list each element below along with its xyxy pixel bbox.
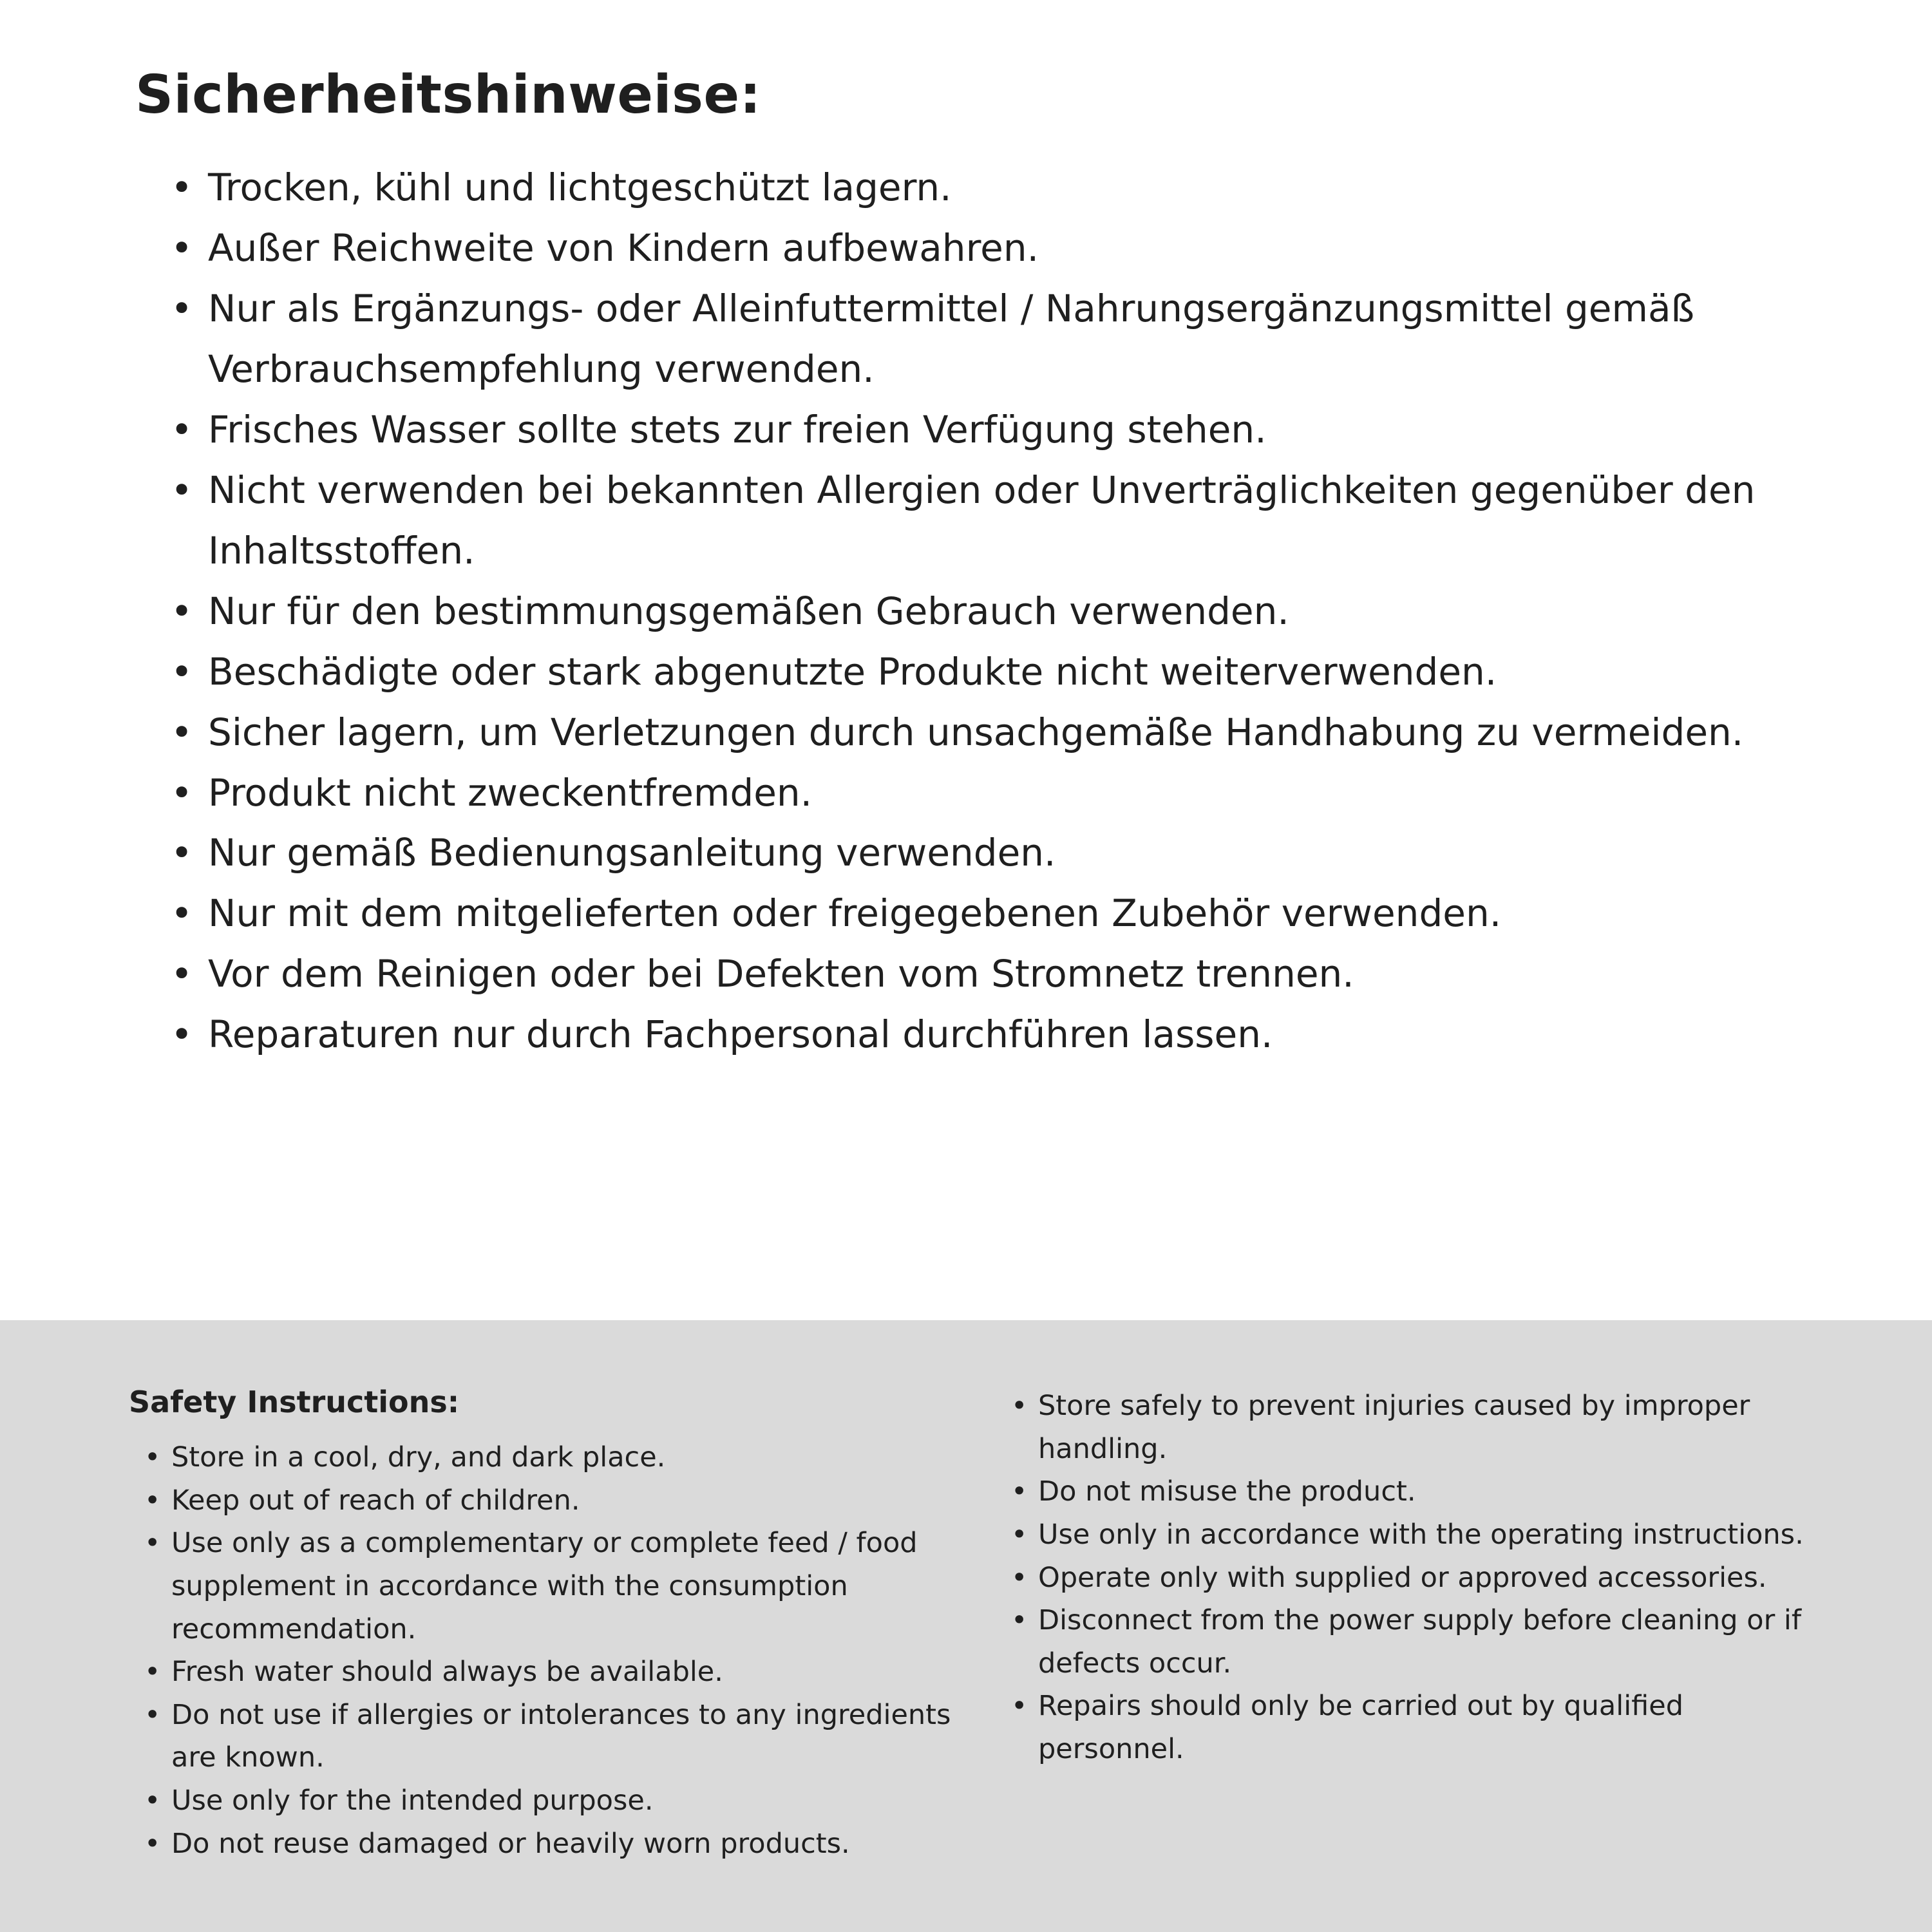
english-left-list xyxy=(129,1436,953,1865)
list-item: • Do not use if allergies or intolerances to any ingredients are known. xyxy=(144,1694,953,1779)
german-safety-list xyxy=(135,158,1829,1065)
german-section-title: Sicherheitshinweise: xyxy=(135,64,761,126)
english-left-column xyxy=(129,1385,953,1880)
list-item: • Repairs should only be carried out by qualified personnel. xyxy=(1011,1685,1835,1770)
list-item: • Produkt nicht zweckentfremden. xyxy=(171,763,1829,824)
list-item: • Nur mit dem mitgelieferten oder freigegebenen Zubehör verwenden. xyxy=(171,884,1829,944)
list-item: • Operate only with supplied or approved accessories. xyxy=(1011,1557,1835,1600)
list-item: • Do not misuse the product. xyxy=(1011,1470,1835,1513)
english-section-title: Safety Instructions: xyxy=(129,1385,460,1419)
list-item: • Store safely to prevent injuries caused by improper handling. xyxy=(1011,1385,1835,1470)
list-item: • Store in a cool, dry, and dark place. xyxy=(144,1436,953,1479)
list-item: • Fresh water should always be available. xyxy=(144,1651,953,1694)
list-item: • Frisches Wasser sollte stets zur freien Verfügung stehen. xyxy=(171,400,1829,460)
list-item: • Nur für den bestimmungsgemäßen Gebrauch verwenden. xyxy=(171,582,1829,642)
list-item: • Use only as a complementary or complete feed / food supplement in accordance with the consumption recommendation. xyxy=(144,1522,953,1651)
list-item: • Beschädigte oder stark abgenutzte Produkte nicht weiterverwenden. xyxy=(171,642,1829,703)
list-item: • Keep out of reach of children. xyxy=(144,1479,953,1522)
english-right-list xyxy=(1011,1385,1835,1771)
list-item: • Nur gemäß Bedienungsanleitung verwenden. xyxy=(171,823,1829,884)
list-item: • Außer Reichweite von Kindern aufbewahren. xyxy=(171,218,1829,279)
list-item: • Sicher lagern, um Verletzungen durch unsachgemäße Handhabung zu vermeiden. xyxy=(171,703,1829,763)
english-safety-section xyxy=(0,1320,1932,1932)
list-item: • Trocken, kühl und lichtgeschützt lagern. xyxy=(171,158,1829,218)
english-right-column xyxy=(1011,1385,1835,1880)
list-item: • Reparaturen nur durch Fachpersonal durchführen lassen. xyxy=(171,1005,1829,1065)
list-item: • Vor dem Reinigen oder bei Defekten vom Stromnetz trennen. xyxy=(171,944,1829,1005)
list-item: • Nur als Ergänzungs- oder Alleinfuttermittel / Nahrungsergänzungsmittel gemäß Verbrauchsempfehlung verwenden. xyxy=(171,279,1829,400)
list-item: • Do not reuse damaged or heavily worn products. xyxy=(144,1823,953,1866)
list-item: • Use only in accordance with the operating instructions. xyxy=(1011,1513,1835,1557)
list-item: • Disconnect from the power supply before cleaning or if defects occur. xyxy=(1011,1599,1835,1685)
list-item: • Use only for the intended purpose. xyxy=(144,1779,953,1823)
list-item: • Nicht verwenden bei bekannten Allergien oder Unverträglichkeiten gegenüber den Inhaltsstoffen. xyxy=(171,460,1829,582)
